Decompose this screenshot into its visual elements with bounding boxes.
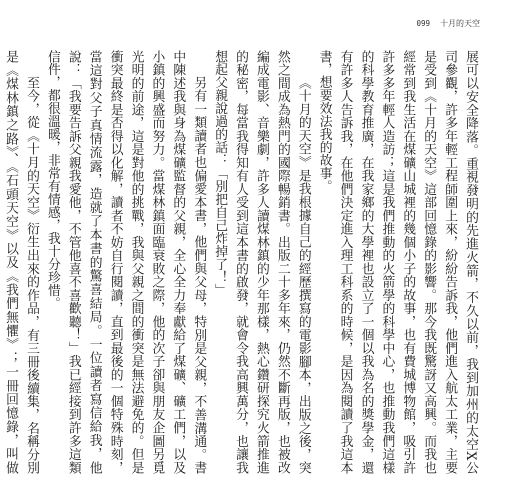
- paragraph: 《十月的天空》是我根據自己的經歷撰寫的電影腳本，出版之後，突然之間成為熱門的國際暢銷書。出版二十多年來，仍然不斷再版，也被改編成電影、音樂劇，許多人讀煤林鎮的少年那樣，熱心鑽研探究火箭推進的秘密，每當我得知有人受到這本書的啟發，就會令我高興萬分，也讓我想起父親說過的話：「別把自己炸掉了！」: [212, 50, 311, 474]
- page-number: 099: [416, 19, 430, 28]
- paragraph: 另有一類讀者也偏愛本書，他們與父母，特別是父親，不善溝通。書中陳述我與身為煤礦監督的父親，全心全力奉獻給了煤礦、礦工們，以及小鎮的興盛而努力。當煤林鎮面臨衰敗之際，他的次子卻與朋友企圖另覓光明的前途，這是對他的挑戰，我與父親之間的衝突是無法避免的。但是衝突最終是否得以化解，讀者不妨自行閱讀，直到最後的一個特殊時刻，當這對父子真情流露，造就了本書的驚喜結局。一位讀者寫信給我，他說：「我要告訴父親我愛他，不管他喜不喜歡聽！」我已經接到許多這類信件，都很溫暖，非常有情感，我十分珍惜。: [44, 50, 207, 474]
- body-text: [3, 50, 480, 474]
- running-header: [416, 18, 480, 29]
- running-header-title: 十月的天空: [440, 19, 480, 28]
- paragraph: 展可以安全降落。重視發明的先進火箭，不久以前，我到加州的太空X公司參觀，許多年輕工程師圍上來，紛紛告訴我，他們進入航太工業，主要是受到《十月的天空》這部回憶錄的影響。那今我既驚訝又高興。而我也經常到我生活在煤礦山城裡的幾個小子的故事，也有費城博物館，吸引許許多多年輕人造訪；這是我們推動的火箭學的科學中心，也推動我們這樣的科學教育推廣，在我家鄉的大學裡也設立了一個以我為名的獎學金，還有許多人告訴我，在他們決定進入理工科系的時候，是因為閱讀了我這本書，想要效法我的故事。: [316, 50, 478, 474]
- paragraph: 至今，從《十月的天空》衍生出來的作品，有三冊後續集，名稱分別是《煤林鎮之路》、《石頭天空》以及《我們無懼》；一冊回憶錄，叫做: [3, 50, 39, 474]
